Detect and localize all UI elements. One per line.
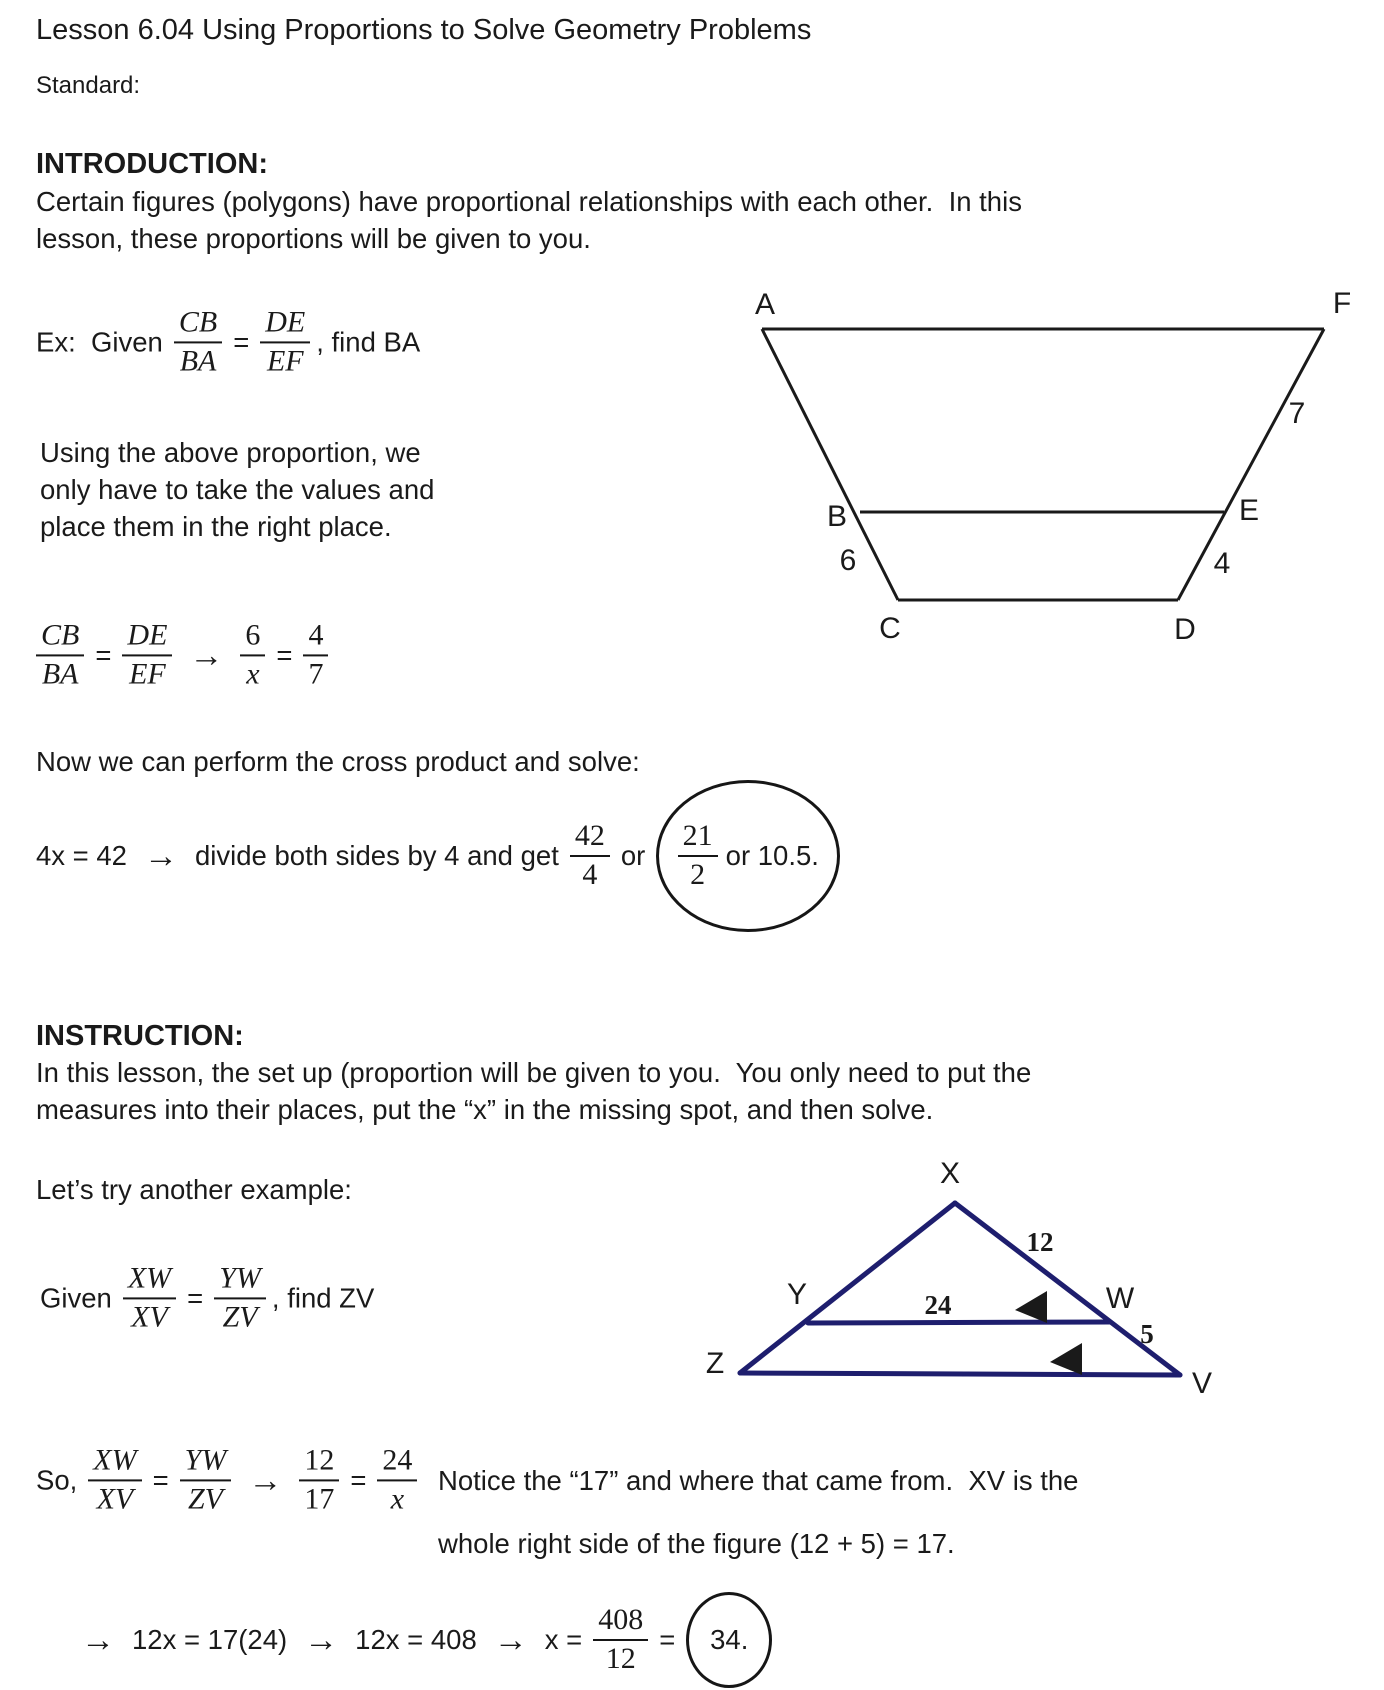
fraction-denominator: ZV bbox=[188, 1482, 224, 1515]
fraction-denominator: 7 bbox=[308, 657, 324, 690]
notice-line2: whole right side of the figure (12 + 5) = 17. bbox=[438, 1528, 955, 1559]
equals-sign: = bbox=[233, 326, 250, 357]
fraction-408-12 bbox=[593, 1605, 648, 1674]
fraction-numerator: 24 bbox=[377, 1445, 417, 1481]
fraction-denominator: 2 bbox=[690, 858, 706, 891]
intro-text-line1: Certain figures (polygons) have proportional relationships with each other. In this bbox=[36, 186, 1022, 217]
note-line2: only have to take the values and bbox=[40, 474, 435, 505]
side-length-fe: 7 bbox=[1288, 397, 1306, 430]
so-row bbox=[36, 1445, 417, 1514]
given-suffix: , find ZV bbox=[271, 1282, 375, 1313]
arrow-icon: → bbox=[189, 636, 224, 674]
edge-zv bbox=[740, 1373, 1180, 1375]
fraction-cb-ba bbox=[36, 620, 84, 689]
parallel-arrow-icon bbox=[1050, 1343, 1082, 1375]
fraction-numerator: 6 bbox=[240, 620, 265, 656]
parallel-arrow-icon bbox=[1015, 1291, 1047, 1323]
equation-4x-42: 4x = 42 bbox=[36, 840, 127, 871]
cross-product-intro: Now we can perform the cross product and solve: bbox=[36, 746, 640, 777]
fraction-12-17 bbox=[299, 1445, 339, 1514]
example-given-row bbox=[36, 307, 420, 376]
edge-xz bbox=[740, 1203, 955, 1373]
equals-sign: = bbox=[187, 1282, 204, 1313]
fraction-numerator: DE bbox=[122, 620, 172, 656]
vertex-label-a: A bbox=[754, 288, 776, 321]
vertex-label-y: Y bbox=[786, 1278, 808, 1311]
fraction-denominator: 12 bbox=[605, 1642, 636, 1675]
note-line1: Using the above proportion, we bbox=[40, 437, 421, 468]
fraction-denominator: x bbox=[390, 1482, 405, 1515]
equals-sign: = bbox=[659, 1624, 676, 1655]
so-prefix: So, bbox=[36, 1464, 78, 1495]
vertex-label-c: C bbox=[879, 612, 901, 645]
or-decimal-text: or 10.5. bbox=[725, 840, 819, 871]
fraction-de-ef bbox=[260, 307, 310, 376]
example-suffix: , find BA bbox=[316, 326, 421, 357]
fraction-24-x bbox=[377, 1445, 417, 1514]
fraction-numerator: DE bbox=[260, 307, 310, 343]
equation-step2: 12x = 408 bbox=[355, 1624, 477, 1655]
vertex-label-w: W bbox=[1105, 1282, 1135, 1315]
fraction-xw-xv bbox=[123, 1263, 176, 1332]
circled-answer bbox=[656, 780, 840, 932]
divide-instruction: divide both sides by 4 and get bbox=[194, 840, 559, 871]
intro-text-line2: lesson, these proportions will be given to you. bbox=[36, 223, 591, 254]
circled-answer bbox=[686, 1592, 772, 1688]
fraction-yw-zv bbox=[180, 1445, 232, 1514]
vertex-label-e: E bbox=[1238, 494, 1260, 527]
standard-label: Standard: bbox=[36, 72, 141, 99]
fraction-numerator: 12 bbox=[299, 1445, 339, 1481]
fraction-42-4 bbox=[570, 821, 610, 890]
given-row bbox=[40, 1263, 374, 1332]
x-equals-text: x = bbox=[544, 1624, 583, 1655]
fraction-denominator: 17 bbox=[304, 1482, 335, 1515]
fraction-denominator: EF bbox=[266, 344, 304, 377]
fraction-denominator: BA bbox=[179, 344, 217, 377]
fraction-denominator: XV bbox=[96, 1482, 134, 1515]
fraction-6-x bbox=[240, 620, 265, 689]
fraction-yw-zv bbox=[214, 1263, 266, 1332]
fraction-de-ef bbox=[122, 620, 172, 689]
fraction-cb-ba bbox=[174, 307, 222, 376]
fraction-numerator: YW bbox=[214, 1263, 266, 1299]
fraction-numerator: YW bbox=[180, 1445, 232, 1481]
vertex-label-d: D bbox=[1174, 613, 1196, 645]
fraction-numerator: CB bbox=[174, 307, 222, 343]
fraction-denominator: XV bbox=[131, 1300, 168, 1333]
arrow-icon: → bbox=[248, 1461, 283, 1499]
edge-fd bbox=[1178, 329, 1324, 600]
lets-try-text: Let’s try another example: bbox=[36, 1174, 352, 1205]
fraction-numerator: 408 bbox=[593, 1605, 648, 1641]
instruction-line2: measures into their places, put the “x” in the missing spot, and then solve. bbox=[36, 1094, 934, 1125]
notice-line1: Notice the “17” and where that came from. XV is the bbox=[438, 1465, 1079, 1496]
solve-row bbox=[36, 780, 840, 932]
lesson-title: Lesson 6.04 Using Proportions to Solve Geometry Problems bbox=[36, 14, 812, 46]
segment-yw bbox=[808, 1322, 1110, 1323]
equation-step1: 12x = 17(24) bbox=[132, 1624, 288, 1655]
fraction-numerator: 21 bbox=[678, 821, 718, 857]
given-prefix: Given bbox=[40, 1282, 112, 1313]
triangle-figure bbox=[690, 1150, 1250, 1402]
instruction-heading: INSTRUCTION: bbox=[36, 1020, 244, 1052]
fraction-21-2 bbox=[678, 821, 718, 890]
side-length-wv: 5 bbox=[1140, 1319, 1154, 1349]
final-solve-row bbox=[75, 1592, 772, 1688]
trapezoid-figure bbox=[690, 270, 1384, 645]
fraction-4-7 bbox=[303, 620, 328, 689]
arrow-icon: → bbox=[304, 1621, 339, 1659]
fraction-numerator: CB bbox=[36, 620, 84, 656]
equals-sign: = bbox=[276, 639, 293, 670]
edge-xv bbox=[955, 1203, 1180, 1375]
example-prefix: Ex: Given bbox=[36, 326, 163, 357]
vertex-label-f: F bbox=[1332, 287, 1352, 320]
equals-sign: = bbox=[350, 1464, 367, 1495]
segment-length-yw: 24 bbox=[924, 1290, 952, 1320]
fraction-numerator: XW bbox=[123, 1263, 176, 1299]
fraction-numerator: 42 bbox=[570, 821, 610, 857]
fraction-numerator: XW bbox=[88, 1445, 141, 1481]
arrow-icon: → bbox=[493, 1621, 528, 1659]
arrow-icon: → bbox=[143, 837, 178, 875]
fraction-denominator: ZV bbox=[222, 1300, 258, 1333]
fraction-denominator: EF bbox=[129, 657, 166, 690]
fraction-numerator: 4 bbox=[303, 620, 328, 656]
or-text: or bbox=[620, 840, 646, 871]
fraction-denominator: x bbox=[246, 657, 260, 690]
vertex-label-v: V bbox=[1191, 1367, 1213, 1400]
equals-sign: = bbox=[152, 1464, 169, 1495]
arrow-icon: → bbox=[81, 1621, 115, 1659]
note-line3: place them in the right place. bbox=[40, 511, 392, 542]
side-length-xw: 12 bbox=[1026, 1227, 1054, 1257]
final-answer: 34. bbox=[710, 1624, 749, 1655]
fraction-xw-xv bbox=[88, 1445, 141, 1514]
vertex-label-z: Z bbox=[705, 1347, 725, 1380]
vertex-label-b: B bbox=[826, 500, 848, 533]
instruction-line1: In this lesson, the set up (proportion will be given to you. You only need to put the bbox=[36, 1057, 1032, 1088]
introduction-heading: INTRODUCTION: bbox=[36, 148, 268, 180]
side-length-bc: 6 bbox=[839, 544, 857, 577]
proportion-setup-row bbox=[36, 620, 328, 689]
side-length-ed: 4 bbox=[1213, 547, 1231, 580]
fraction-denominator: 4 bbox=[582, 858, 598, 891]
equals-sign: = bbox=[95, 639, 112, 670]
vertex-label-x: X bbox=[939, 1157, 961, 1190]
edge-ac bbox=[762, 329, 898, 600]
fraction-denominator: BA bbox=[41, 657, 79, 690]
